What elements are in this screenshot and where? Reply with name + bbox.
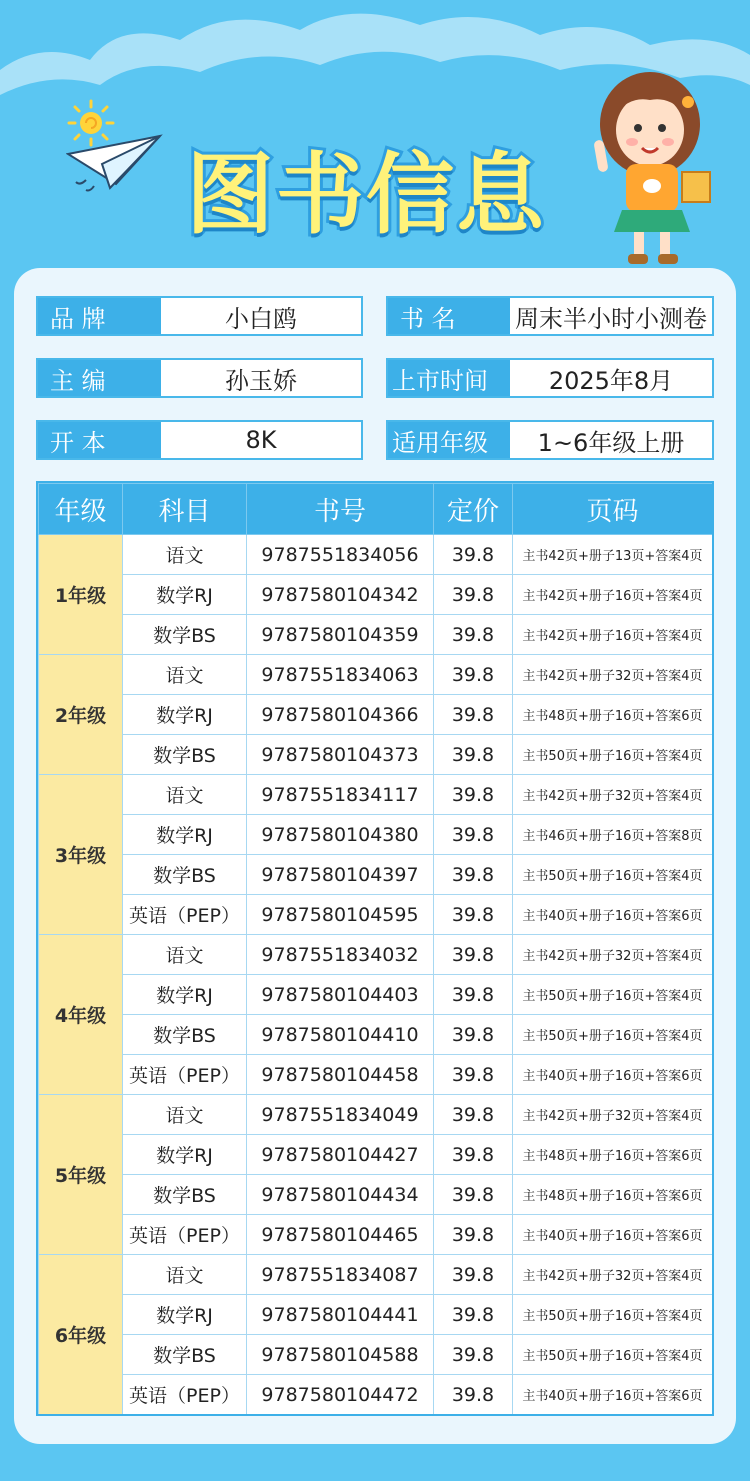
price-cell: 39.8 bbox=[434, 775, 513, 815]
price-cell: 39.8 bbox=[434, 575, 513, 615]
pages-cell: 主书42页+册子16页+答案4页 bbox=[513, 575, 713, 615]
subject-cell: 语文 bbox=[123, 935, 247, 975]
price-cell: 39.8 bbox=[434, 655, 513, 695]
info-value: 8K bbox=[245, 426, 277, 454]
isbn-cell: 9787580104403 bbox=[247, 975, 434, 1015]
subject-cell: 语文 bbox=[123, 1095, 247, 1135]
subject-cell: 数学RJ bbox=[123, 1295, 247, 1335]
table-row bbox=[39, 1135, 713, 1175]
price-cell: 39.8 bbox=[434, 855, 513, 895]
info-value: 小白鸥 bbox=[225, 304, 297, 333]
table-row bbox=[39, 1175, 713, 1215]
price-cell: 39.8 bbox=[434, 1255, 513, 1295]
subject-cell: 语文 bbox=[123, 775, 247, 815]
info-value: 1~6年级上册 bbox=[537, 428, 685, 457]
table-row bbox=[39, 1335, 713, 1375]
table-body bbox=[39, 535, 713, 1415]
isbn-cell: 9787551834056 bbox=[247, 535, 434, 575]
table-row bbox=[39, 815, 713, 855]
price-cell: 39.8 bbox=[434, 1335, 513, 1375]
pages-cell: 主书42页+册子16页+答案4页 bbox=[513, 615, 713, 655]
girl-illustration bbox=[588, 62, 718, 268]
subject-cell: 数学RJ bbox=[123, 575, 247, 615]
pages-cell: 主书50页+册子16页+答案4页 bbox=[513, 855, 713, 895]
subject-cell: 数学RJ bbox=[123, 815, 247, 855]
grade-cell: 6年级 bbox=[39, 1255, 123, 1415]
table-row bbox=[39, 735, 713, 775]
table-row bbox=[39, 695, 713, 735]
info-value: 周末半小时小测卷 bbox=[515, 304, 707, 333]
subject-cell: 数学BS bbox=[123, 1015, 247, 1055]
subject-cell: 英语（PEP） bbox=[123, 1215, 247, 1255]
price-cell: 39.8 bbox=[434, 535, 513, 575]
subject-cell: 语文 bbox=[123, 655, 247, 695]
info-editor bbox=[36, 358, 363, 398]
subject-cell: 英语（PEP） bbox=[123, 1375, 247, 1415]
pages-cell: 主书42页+册子32页+答案4页 bbox=[513, 1095, 713, 1135]
price-cell: 39.8 bbox=[434, 975, 513, 1015]
table-row bbox=[39, 1015, 713, 1055]
table-row bbox=[39, 1215, 713, 1255]
table-row bbox=[39, 575, 713, 615]
table-row bbox=[39, 935, 713, 975]
isbn-cell: 9787551834049 bbox=[247, 1095, 434, 1135]
header-grade: 年级 bbox=[39, 484, 123, 535]
price-cell: 39.8 bbox=[434, 1215, 513, 1255]
price-cell: 39.8 bbox=[434, 1135, 513, 1175]
price-cell: 39.8 bbox=[434, 695, 513, 735]
info-key: 品 牌 bbox=[38, 298, 161, 334]
pages-cell: 主书42页+册子32页+答案4页 bbox=[513, 1255, 713, 1295]
isbn-cell: 9787580104342 bbox=[247, 575, 434, 615]
header-subject: 科目 bbox=[123, 484, 247, 535]
table-row bbox=[39, 775, 713, 815]
isbn-cell: 9787551834063 bbox=[247, 655, 434, 695]
info-value: 孙玉娇 bbox=[225, 366, 297, 395]
info-key: 主 编 bbox=[38, 360, 161, 396]
price-cell: 39.8 bbox=[434, 615, 513, 655]
subject-cell: 英语（PEP） bbox=[123, 1055, 247, 1095]
pages-cell: 主书50页+册子16页+答案4页 bbox=[513, 1015, 713, 1055]
isbn-cell: 9787580104373 bbox=[247, 735, 434, 775]
subject-cell: 语文 bbox=[123, 535, 247, 575]
info-key: 上市时间 bbox=[388, 360, 510, 396]
price-cell: 39.8 bbox=[434, 1375, 513, 1415]
isbn-cell: 9787580104366 bbox=[247, 695, 434, 735]
isbn-cell: 9787580104458 bbox=[247, 1055, 434, 1095]
table-header-row bbox=[39, 484, 713, 535]
info-key: 开 本 bbox=[38, 422, 161, 458]
pages-cell: 主书42页+册子13页+答案4页 bbox=[513, 535, 713, 575]
header-pages: 页码 bbox=[513, 484, 713, 535]
pages-cell: 主书40页+册子16页+答案6页 bbox=[513, 1055, 713, 1095]
page-title: 图书信息 bbox=[186, 143, 547, 246]
pages-cell: 主书48页+册子16页+答案6页 bbox=[513, 1135, 713, 1175]
subject-cell: 数学BS bbox=[123, 615, 247, 655]
pages-cell: 主书40页+册子16页+答案6页 bbox=[513, 1215, 713, 1255]
isbn-cell: 9787580104380 bbox=[247, 815, 434, 855]
subject-cell: 数学BS bbox=[123, 1335, 247, 1375]
price-cell: 39.8 bbox=[434, 1055, 513, 1095]
info-format bbox=[36, 420, 363, 460]
info-key: 适用年级 bbox=[388, 422, 510, 458]
subject-cell: 数学BS bbox=[123, 735, 247, 775]
isbn-cell: 9787580104441 bbox=[247, 1295, 434, 1335]
pages-cell: 主书50页+册子16页+答案4页 bbox=[513, 735, 713, 775]
grade-cell: 3年级 bbox=[39, 775, 123, 935]
price-cell: 39.8 bbox=[434, 1095, 513, 1135]
price-cell: 39.8 bbox=[434, 815, 513, 855]
isbn-cell: 9787580104359 bbox=[247, 615, 434, 655]
isbn-cell: 9787580104588 bbox=[247, 1335, 434, 1375]
table-row bbox=[39, 975, 713, 1015]
table-row bbox=[39, 615, 713, 655]
isbn-cell: 9787580104472 bbox=[247, 1375, 434, 1415]
paper-plane-icon bbox=[66, 132, 164, 198]
pages-cell: 主书50页+册子16页+答案4页 bbox=[513, 975, 713, 1015]
pages-cell: 主书48页+册子16页+答案6页 bbox=[513, 1175, 713, 1215]
header-isbn: 书号 bbox=[247, 484, 434, 535]
grade-cell: 5年级 bbox=[39, 1095, 123, 1255]
pages-cell: 主书40页+册子16页+答案6页 bbox=[513, 895, 713, 935]
pages-cell: 主书42页+册子32页+答案4页 bbox=[513, 935, 713, 975]
table-row bbox=[39, 1095, 713, 1135]
price-cell: 39.8 bbox=[434, 1295, 513, 1335]
price-cell: 39.8 bbox=[434, 1175, 513, 1215]
pages-cell: 主书42页+册子32页+答案4页 bbox=[513, 775, 713, 815]
table-row bbox=[39, 1295, 713, 1335]
isbn-cell: 9787580104410 bbox=[247, 1015, 434, 1055]
pages-cell: 主书46页+册子16页+答案8页 bbox=[513, 815, 713, 855]
subject-cell: 数学BS bbox=[123, 1175, 247, 1215]
subject-cell: 数学RJ bbox=[123, 975, 247, 1015]
table-row bbox=[39, 1375, 713, 1415]
subject-cell: 语文 bbox=[123, 1255, 247, 1295]
table-row bbox=[39, 1055, 713, 1095]
subject-cell: 英语（PEP） bbox=[123, 895, 247, 935]
subject-cell: 数学RJ bbox=[123, 1135, 247, 1175]
pages-cell: 主书50页+册子16页+答案4页 bbox=[513, 1335, 713, 1375]
pages-cell: 主书40页+册子16页+答案6页 bbox=[513, 1375, 713, 1415]
isbn-cell: 9787580104397 bbox=[247, 855, 434, 895]
price-cell: 39.8 bbox=[434, 935, 513, 975]
isbn-cell: 9787551834032 bbox=[247, 935, 434, 975]
isbn-cell: 9787580104595 bbox=[247, 895, 434, 935]
info-value: 2025年8月 bbox=[548, 366, 674, 395]
subject-cell: 数学RJ bbox=[123, 695, 247, 735]
pages-cell: 主书50页+册子16页+答案4页 bbox=[513, 1295, 713, 1335]
grade-cell: 2年级 bbox=[39, 655, 123, 775]
isbn-cell: 9787580104434 bbox=[247, 1175, 434, 1215]
table-row bbox=[39, 895, 713, 935]
grade-cell: 1年级 bbox=[39, 535, 123, 655]
book-table bbox=[38, 483, 713, 1415]
pages-cell: 主书42页+册子32页+答案4页 bbox=[513, 655, 713, 695]
info-brand bbox=[36, 296, 363, 336]
table-row bbox=[39, 855, 713, 895]
info-grade bbox=[386, 420, 714, 460]
table-row bbox=[39, 535, 713, 575]
header-price: 定价 bbox=[434, 484, 513, 535]
isbn-cell: 9787580104427 bbox=[247, 1135, 434, 1175]
info-release-date bbox=[386, 358, 714, 398]
price-cell: 39.8 bbox=[434, 1015, 513, 1055]
table-row bbox=[39, 655, 713, 695]
subject-cell: 数学BS bbox=[123, 855, 247, 895]
isbn-cell: 9787551834117 bbox=[247, 775, 434, 815]
isbn-cell: 9787580104465 bbox=[247, 1215, 434, 1255]
info-book-name bbox=[386, 296, 714, 336]
isbn-cell: 9787551834087 bbox=[247, 1255, 434, 1295]
price-cell: 39.8 bbox=[434, 895, 513, 935]
table-row bbox=[39, 1255, 713, 1295]
price-cell: 39.8 bbox=[434, 735, 513, 775]
pages-cell: 主书48页+册子16页+答案6页 bbox=[513, 695, 713, 735]
info-key: 书 名 bbox=[388, 298, 510, 334]
grade-cell: 4年级 bbox=[39, 935, 123, 1095]
